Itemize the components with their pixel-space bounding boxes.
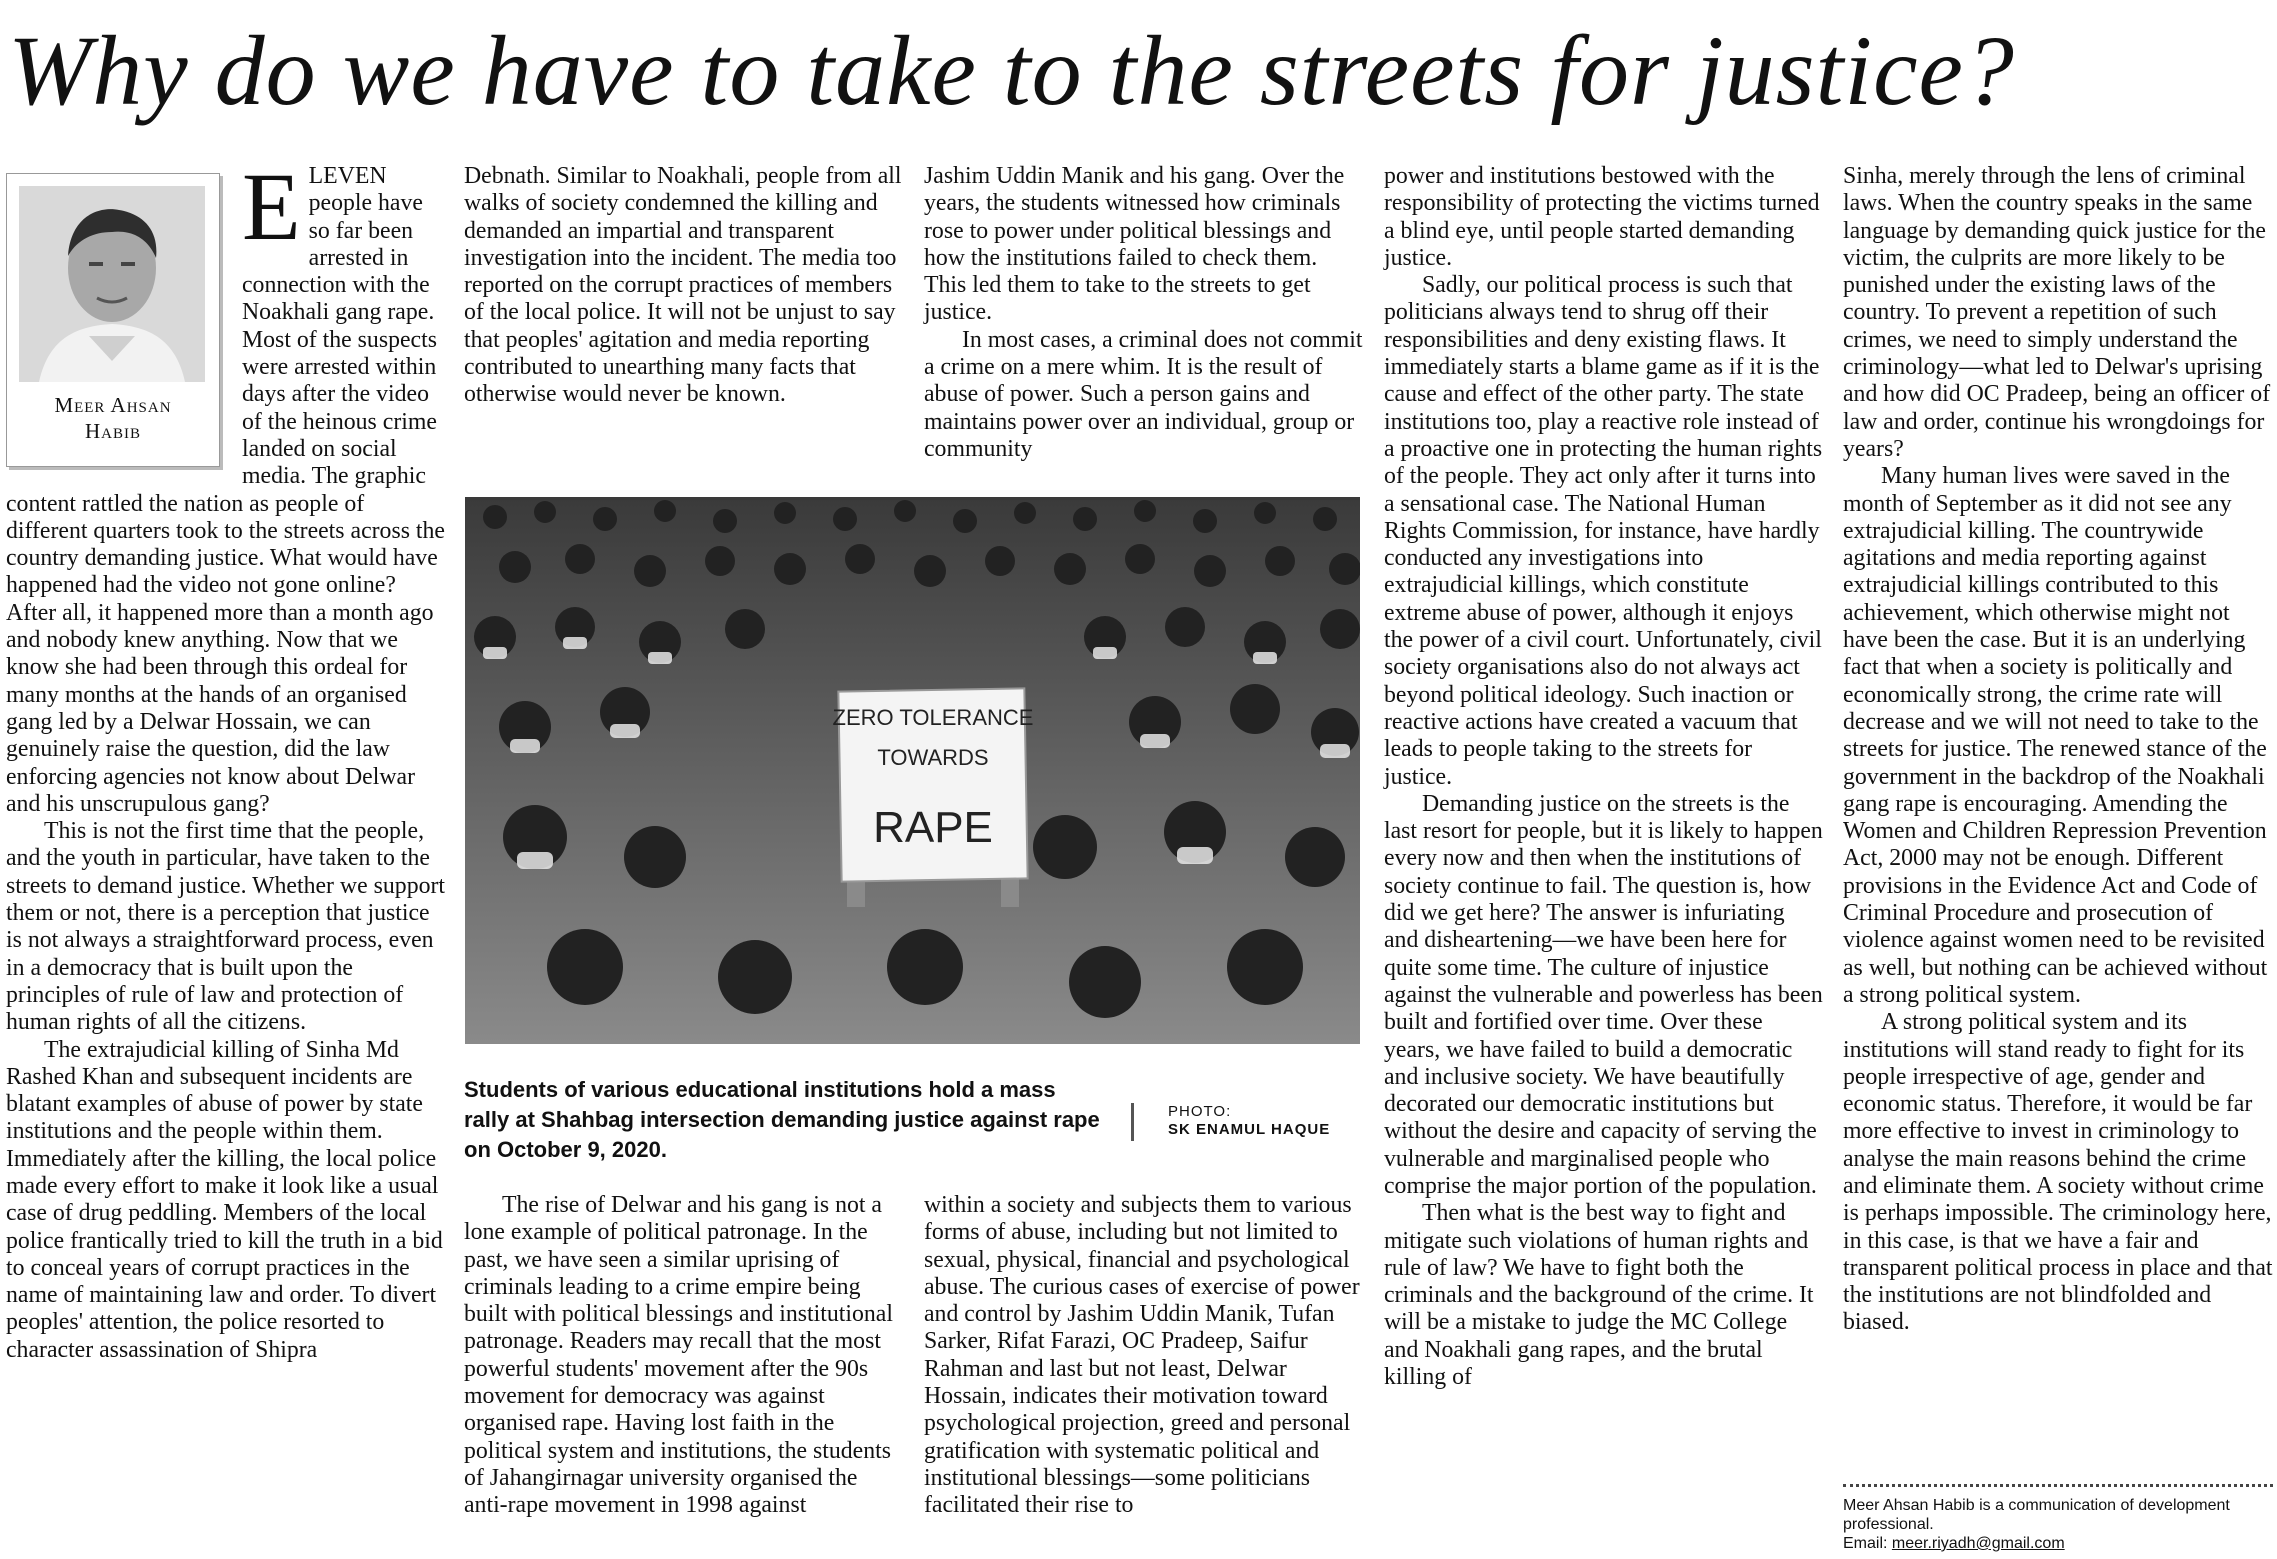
- sign-line-1: ZERO TOLERANCE: [832, 705, 1034, 730]
- headline: Why do we have to take to the streets for justice?: [8, 15, 2015, 126]
- paragraph: Sadly, our political process is such that politicians always tend to shrug off their responsibilities and deny existing flaws. It immediately starts a blame game as if it is the cause and effect of the other party. The state institutions too, play a reactive role instead of a proactive one in protecting the human rights of the people. They act only after it turns into a sensational case. The National Human Rights Commission, for instance, have hardly conducted any investigations into extrajudicial killings, which constitute extreme abuse of power, although it enjoys the power of a civil court. Unfortunately, civil society organisations also do not always act beyond political ideology. Such inaction or reactive actions have created a vacuum that leads to people taking to the streets for justice.: [1384, 272, 1823, 790]
- paragraph: This is not the first time that the people, and the youth in particular, have taken to the streets to demand justice. Whether we support them or not, there is a perception that justice is not always a straightforward process, even in a democracy that is built upon the principles of rule of law and protection of human rights of all the citizens.: [6, 818, 446, 1036]
- paragraph: In most cases, a criminal does not commit a crime on a mere whim. It is the result of abuse of power. Such a person gains and maintains power over an individual, group or community: [924, 326, 1363, 462]
- article-column-5: [1843, 163, 2273, 1337]
- paragraph: Debnath. Similar to Noakhali, people from all walks of society condemned the killing and demanded an impartial and transparent investigation into the incident. The media too reported on the corrupt practices of members of the local police. It will not be unjust to say that peoples' agitation and media reporting contributed to unearthing many facts that otherwise would never be known.: [464, 163, 902, 408]
- paragraph: Sinha, merely through the lens of criminal laws. When the country speaks in the same language by demanding quick justice for the victim, the culprits are more likely to be punished under the existing laws of the country. To prevent a repetition of such crimes, we need to simply understand the criminology—what led to Delwar's uprising and how did OC Pradeep, being an officer of law and order, continue his wrongdoings for years?: [1843, 163, 2271, 462]
- author-email-link[interactable]: meer.riyadh@gmail.com: [1891, 1535, 2065, 1552]
- rally-photo: [465, 497, 1360, 1044]
- paragraph: The extrajudicial killing of Sinha Md Rashed Khan and subsequent incidents are blatant examples of abuse of power by state institutions and the people within them. Immediately after the killing, the local police made every effort to make it look like a usual case of drug peddling. Members of the local police frantically tried to kill the truth in a bid to conceal years of corrupt practices in the name of maintaining law and order. To divert peoples' attention, the police resorted to character assassination of Shipra: [6, 1036, 443, 1363]
- paragraph: Demanding justice on the streets is the last resort for people, but it is likely to happen every now and then when the institutions of society continue to fail. The question is, how did we get here? The answer is infuriating and disheartening—we have been here for quite some time. The culture of injustice against the vulnerable and powerless has been built and fortified over time. Over these years, we have failed to build a democratic and inclusive society. We have beautifully decorated our democratic institutions but without the desire and capacity of serving the vulnerable and marginalised people who comprise the major portion of the population.: [1384, 790, 1823, 1199]
- paragraph: A strong political system and its institutions will stand ready to fight for its people irrespective of age, gender and economic status. Therefore, it would be far more effective to invest in criminology to analyse the main reasons behind the crime and eliminate them. A society without crime is perhaps impossible. The criminology here, in this case, is that we have a fair and transparent political process in place and that the institutions are not blindfolded and biased.: [1843, 1009, 2273, 1336]
- paragraph: The rise of Delwar and his gang is not a lone example of political patronage. In the past, we have seen a similar uprising of criminals leading to a crime empire being built with political blessings and institutional patronage. Readers may recall that the most powerful students' movement after the 90s movement for democracy was against organised rape. Having lost faith in the political system and institutions, the students of Jahangirnagar university organised the anti-rape movement in 1998 against: [464, 1192, 893, 1519]
- author-bio: Meer Ahsan Habib is a communication of development professional. Email: meer.riyadh@gmail.com: [1843, 1497, 2230, 1552]
- sign-line-2: TOWARDS: [877, 745, 989, 770]
- bio-divider: [1843, 1484, 2273, 1487]
- credit-divider: [1131, 1103, 1134, 1141]
- paragraph: Then what is the best way to fight and mitigate such violations of human rights and rule of law? We have to fight both the criminals and the background of the crime. It will be a mistake to judge the MC College and Noakhali gang rapes, and the brutal killing of: [1384, 1200, 1814, 1391]
- photo-caption: Students of various educational institutions hold a mass rally at Shahbag intersection demanding justice against rape on October 9, 2020.: [464, 1077, 1100, 1162]
- paragraph: Jashim Uddin Manik and his gang. Over the years, the students witnessed how criminals rose to power under political blessings and how the institutions failed to check them. This led them to take to the streets to get justice.: [924, 163, 1345, 326]
- photo-credit: PHOTO: SK ENAMUL HAQUE: [1168, 1103, 1331, 1138]
- drop-cap: E: [242, 153, 301, 260]
- article-column-3-bottom: [924, 1192, 1364, 1520]
- paragraph: within a society and subjects them to various forms of abuse, including but not limited to sexual, physical, financial and psychological abuse. The curious cases of exercise of power and control by Jashim Uddin Manik, Tufan Sarker, Rifat Farazi, OC Pradeep, Saifur Rahman and last but not least, Delwar Hossain, indicates their motivation toward psychological projection, greed and personal gratification with systematic political and institutional blessings—some politicians facilitated their rise to: [924, 1192, 1360, 1519]
- article-column-4: [1384, 163, 1824, 1391]
- article-column-2-bottom: [464, 1192, 904, 1520]
- article-column-2: [464, 163, 904, 409]
- sign-line-3: RAPE: [873, 803, 993, 852]
- article-column-1: [6, 153, 448, 1364]
- paragraph: LEVEN people have so far been arrested in connection with the Noakhali gang rape. Most of the suspects were arrested within days after the video of the heinous crime landed on social media. The graphic content rattled the nation as people of different quarters took to the streets across the country demanding justice. What would have happened had the video not gone online? After all, it happened more than a month ago and nobody knew anything. Now that we know she had been through this ordeal for many months at the hands of an organised gang led by a Delwar Hossain, we can genuinely raise the question, did the law enforcing agencies not know about Delwar and his unscrupulous gang?: [6, 163, 445, 817]
- author-photo-box: [6, 173, 220, 467]
- author-portrait-icon: [19, 186, 205, 382]
- paragraph: power and institutions bestowed with the responsibility of protecting the victims turned a blind eye, until people started demanding justice.: [1384, 163, 1820, 271]
- article-column-3: [924, 163, 1364, 463]
- paragraph: Many human lives were saved in the month of September as it did not see any extrajudicial killing. The countrywide agitations and media reporting against extrajudicial killings contributed to this achievement, which otherwise might not have been the case. But it is an underlying fact that when a society is politically and economically strong, the crime rate will decrease and we will not need to take to the streets for justice. The renewed stance of the government in the backdrop of the Noakhali gang rape is encouraging. Amending the Women and Children Repression Prevention Act, 2000 may not be enough. Different provisions in the Evidence Act and Code of Criminal Procedure and prosecution of violence against women need to be revisited as well, but nothing can be achieved without a strong political system.: [1843, 463, 2268, 1008]
- author-byline: Meer Ahsan Habib: [54, 393, 172, 443]
